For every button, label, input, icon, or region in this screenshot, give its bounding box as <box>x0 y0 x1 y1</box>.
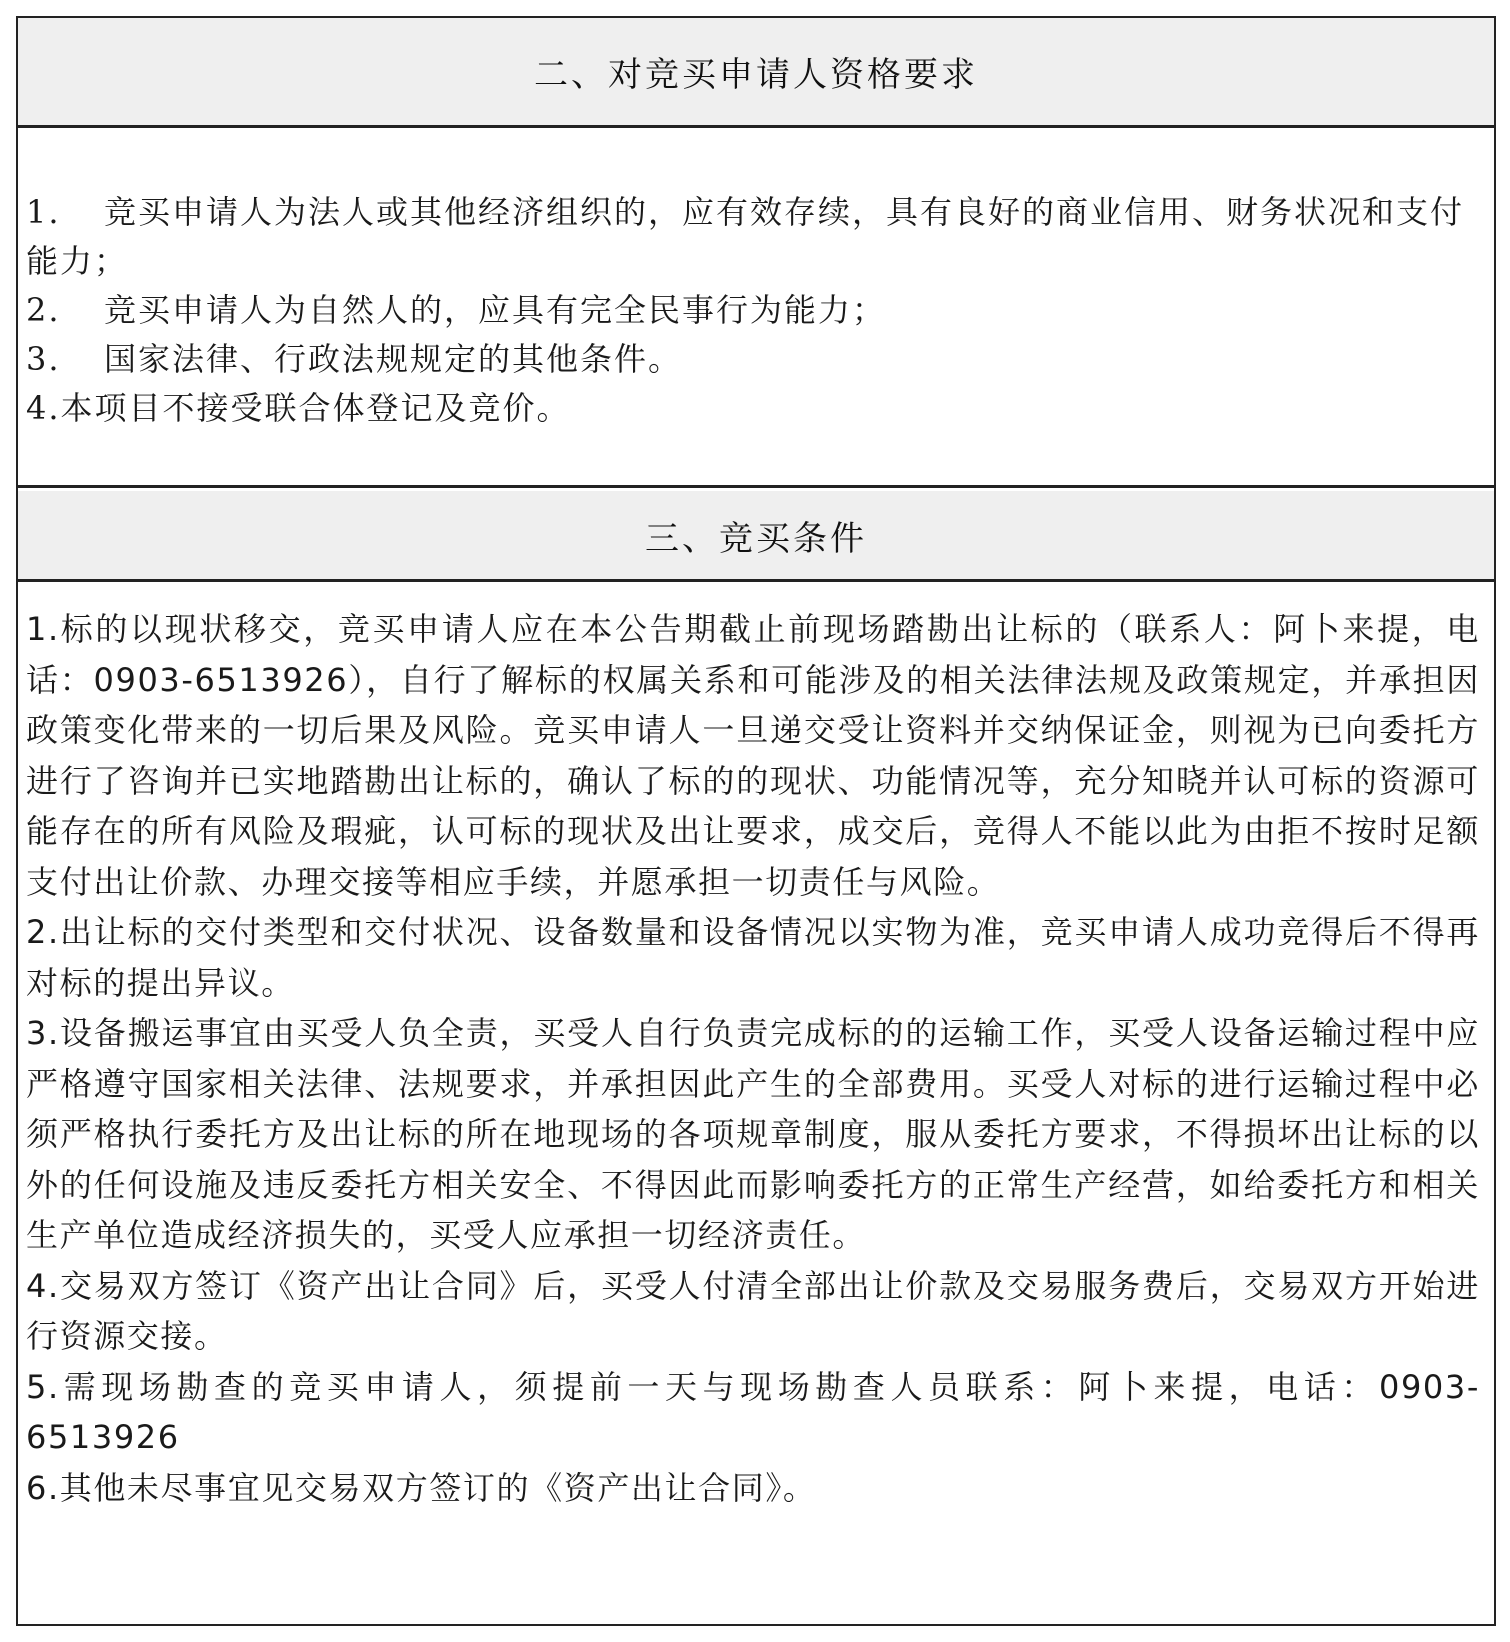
requirement-item-2: 2. 竞买申请人为自然人的，应具有完全民事行为能力； <box>26 291 887 329</box>
document-table <box>16 16 1496 1626</box>
condition-item-1: 1.标的以现状移交，竞买申请人应在本公告期截止前现场踏勘出让标的（联系人：阿卜来提，电话：0903-6513926），自行了解标的权属关系和可能涉及的相关法律法规及政策规定，并承担因政策变化带来的一切后果及风险。竞买申请人一旦递交受让资料并交纳保证金，则视为已向委托方进行了咨询并已实地踏勘出让标的，确认了标的的现状、功能情况等，充分知晓并认可标的资源可能存在的所有风险及瑕疵，认可标的现状及出让要求，成交后，竞得人不能以此为由拒不按时足额支付出让价款、办理交接等相应手续，并愿承担一切责任与风险。 <box>26 610 1481 901</box>
requirement-item-1: 1. 竞买申请人为法人或其他经济组织的，应有效存续，具有良好的商业信用、财务状况和支付能力； <box>26 193 1465 280</box>
condition-item-6: 6.其他未尽事宜见交易双方签订的《资产出让合同》。 <box>26 1468 817 1507</box>
condition-item-4: 4.交易双方签订《资产出让合同》后，买受人付清全部出让价款及交易服务费后，交易双方开始进行资源交接。 <box>26 1266 1480 1355</box>
section-2-body <box>18 128 1494 488</box>
section-2-title: 二、对竞买申请人资格要求 <box>534 55 978 95</box>
condition-item-2: 2.出让标的交付类型和交付状况、设备数量和设备情况以实物为准，竞买申请人成功竞得后不得再对标的提出异议。 <box>26 913 1480 1002</box>
section-3-body <box>18 582 1494 1624</box>
contact-phone: 0903-6513926 <box>26 1367 1480 1456</box>
condition-item-3: 3.设备搬运事宜由买受人负全责，买受人自行负责完成标的的运输工作，买受人设备运输过程中应严格遵守国家相关法律、法规要求，并承担因此产生的全部费用。买受人对标的进行运输过程中必须严格执行委托方及出让标的所在地现场的各项规章制度，服从委托方要求，不得损坏出让标的以外的任何设施及违反委托方相关安全、不得因此而影响委托方的正常生产经营，如给委托方和相关生产单位造成经济损失的，买受人应承担一切经济责任。 <box>26 1014 1480 1254</box>
requirement-item-3: 3. 国家法律、行政法规规定的其他条件。 <box>26 340 683 378</box>
section-3-title: 三、竞买条件 <box>645 518 867 559</box>
section-3-header <box>18 491 1494 582</box>
requirement-item-4: 4.本项目不接受联合体登记及竞价。 <box>26 389 571 427</box>
contact-phone: 0903-6513926 <box>93 660 349 699</box>
condition-item-5: 5.需现场勘查的竞买申请人，须提前一天与现场勘查人员联系：阿卜来提，电话：0903-6513926 <box>26 1367 1480 1456</box>
section-2-header <box>18 18 1494 128</box>
